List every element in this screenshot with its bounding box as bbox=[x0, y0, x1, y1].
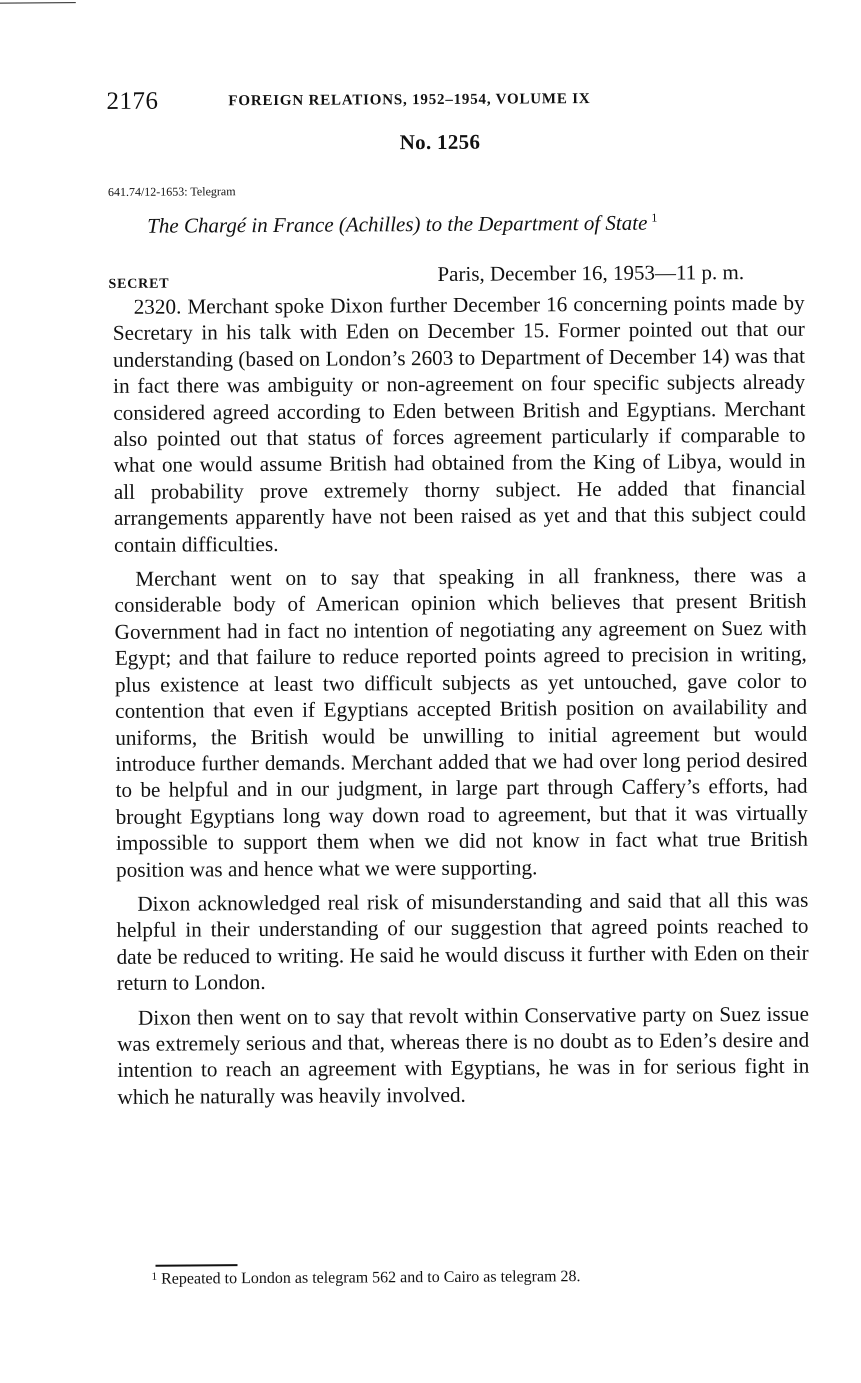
title-footnote-marker: 1 bbox=[651, 210, 658, 225]
body-paragraph: Dixon acknowledged real risk of misunderstanding and said that all this was helpful in their understanding of our suggestion that agreed points reached to date be reduced to writing. He said he would discuss it further with Eden on their return to London. bbox=[116, 887, 809, 996]
footnote-text: Repeated to London as telegram 562 and to Cairo as telegram 28. bbox=[161, 1268, 581, 1288]
classification-label: SECRET bbox=[108, 276, 170, 292]
footnote-marker: 1 bbox=[151, 1270, 158, 1283]
file-reference: 641.74/12-1653: Telegram bbox=[107, 184, 236, 199]
running-head: FOREIGN RELATIONS, 1952–1954, VOLUME IX bbox=[228, 91, 591, 110]
dateline: Paris, December 16, 1953—11 p. m. bbox=[437, 260, 745, 286]
scan-corner-mark bbox=[0, 2, 76, 3]
telegram-body bbox=[113, 290, 810, 1118]
body-paragraph: Dixon then went on to say that revolt within Conservative party on Suez issue was extremely serious and that, whereas there is no doubt as to Eden’s desire and intention to reach an agreement with Egyptians, he was in for serious fight in which he naturally was heavily involved. bbox=[117, 1001, 810, 1109]
footnote-divider bbox=[156, 1264, 238, 1266]
body-paragraph: Merchant went on to say that speaking in all frankness, there was a considerable body of American opinion which believes that present British Government had in fact no intention of negotiating any agreement on Suez with Egypt; and that failure to reduce reported points agreed to precision in writing, plus existence at least two difficult subjects as yet untouched, gave color to contention that even if Egyptians accepted British position on availability and uniforms, the British would be unwilling to initial agreement but would introduce further demands. Merchant added that we had over long period desired to be helpful and in our judgment, in large part through Caffery’s efforts, had brought Egyptians long way down road to agreement, but that it was virtually impossible to support them when we did not know in fact what true British position was and hence what we were supporting. bbox=[114, 562, 808, 882]
footnote bbox=[152, 1268, 581, 1289]
document-title-text: The Chargé in France (Achilles) to the Department of State bbox=[147, 210, 648, 238]
document-number: No. 1256 bbox=[399, 129, 481, 155]
page-number: 2176 bbox=[106, 87, 159, 115]
document-title bbox=[147, 211, 657, 239]
page-header bbox=[106, 84, 746, 118]
body-paragraph: 2320. Merchant spoke Dixon further December 16 concerning points made by Secretary in his talk with Eden on December 15. Former pointed out that our understanding (based on London’s 2603 to Department of December 14) was that in fact there was ambiguity or non-agreement on four specific subjects already considered agreed according to Eden between British and Egyptians. Merchant also pointed out that status of forces agreement particularly if comparable to what one would assume British had obtained from the King of Libya, would in all probability prove extremely thorny subject. He added that financial arrangements apparently have not been raised as yet and that this subject could contain difficulties. bbox=[112, 290, 807, 557]
